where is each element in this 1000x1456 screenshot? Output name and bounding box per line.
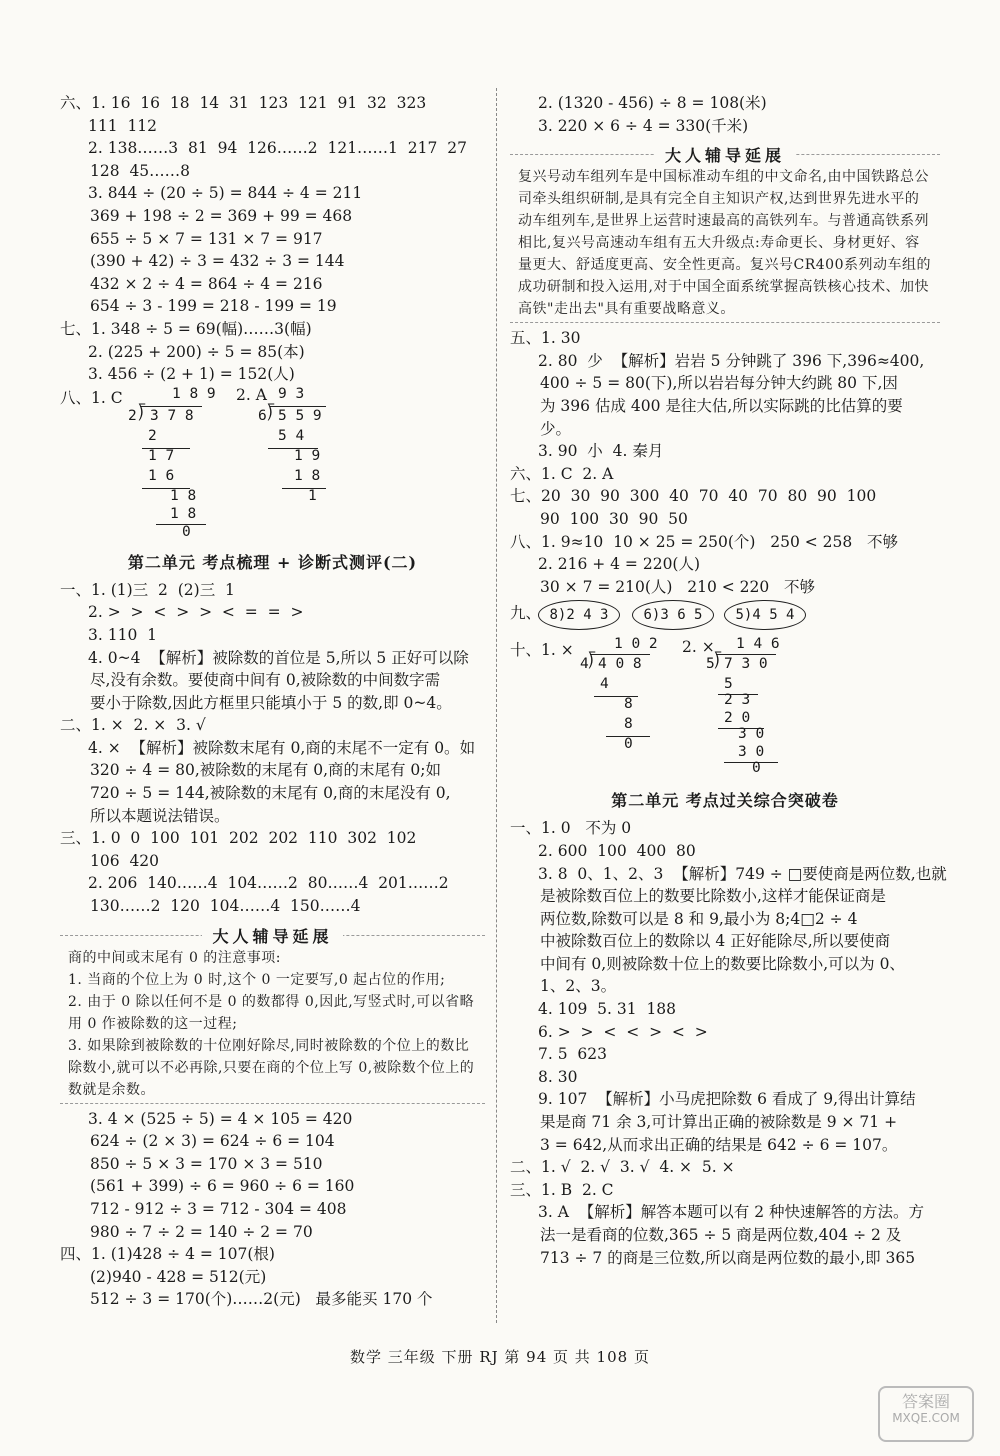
answer-line: (2)940 - 428 = 512(元) [90,1267,267,1286]
divisor: 4 [580,656,589,673]
answer-line: 712 - 912 ÷ 3 = 712 - 304 = 408 [90,1200,347,1218]
answer-line: 二、1. × 2. × 3. √ [60,716,206,735]
quotient: 9 3 [278,385,305,402]
answer-line: 320 ÷ 4 = 80,被除数的末尾有 0,商的末尾有 0;如 [90,761,442,780]
answer-line: 624 ÷ (2 × 3) = 624 ÷ 6 = 104 [90,1132,335,1151]
step: 4 [600,676,609,693]
step: 0 [624,736,633,753]
answer-line: 两位数,除数可以是 8 和 9,最小为 8;4□2 ÷ 4 [540,909,858,928]
answer-line: 6. > > < < > < > [538,1022,708,1041]
quotient: 1 8 9 [172,385,216,402]
answer-line: 一、1. (1)三 2 (2)三 1 [60,580,235,599]
answer-line: 106 420 [90,851,160,870]
answer-line: 8. 30 [538,1067,578,1086]
step: 1 8 [170,487,197,504]
step: 5 [724,676,733,693]
q8-2-label: 2. A [236,385,267,404]
answer-line: (561 + 399) ÷ 6 = 960 ÷ 6 = 160 [90,1177,355,1196]
tutor-extension-box-2 [510,143,940,323]
oval-division: 5)4 5 4 [724,600,806,630]
step: 2 0 [724,710,751,727]
answer-line: 是被除数百位上的数要比除数小,这样才能保证商是 [540,887,886,906]
answer-line: 128 45……8 [90,161,191,180]
watermark-logo [878,1386,974,1442]
answer-line: 3. 456 ÷ (2 + 1) = 152(人) [88,365,295,384]
oval-division: 8)2 4 3 [538,600,620,630]
answer-line: 3. 110 1 [88,625,158,644]
answer-line: 9. 107 【解析】小马虎把除数 6 看成了 9,得出计算结 [538,1090,916,1109]
watermark-text: 答案圈 [901,1392,950,1411]
step: 2 3 [724,692,751,709]
answer-line: 512 ÷ 3 = 170(个)……2(元) 最多能买 170 个 [90,1290,433,1309]
tutor-extension-box-1 [60,924,485,1104]
division-problem-10: 十、1. × 1 0 2 4 ⟌ 4 0 8 4 8 8 0 2. × 1 4 6 5 ⟌ 7 3 0 5 2 3 2 0 3 0 3 0 0 [510,636,780,777]
tutor-body [510,166,940,320]
answer-line: 1、2、3。 [540,977,617,996]
tutor-paragraph: 复兴号动车组列车是中国标准动车组的中文命名,由中国铁路总公司牵头组织研制,是具有完全自主知识产权,达到世界先进水平的动车组列车,是世界上运营时速最高的高铁列车。与普通高铁系列相比,复兴号高速动车组有五大升级点:寿命更长、身材更好、容量更大、舒适度更高、安全性更高。复兴号CR400系列动车组的成功研制和投入运用,对于中国全面系统掌握高铁核心技术、加快高铁"走出去"具有重要战略意义。 [518,169,931,318]
answer-line: 二、1. √ 2. √ 3. √ 4. × 5. × [510,1158,735,1177]
answer-line: 655 ÷ 5 × 7 = 131 × 7 = 917 [90,229,323,248]
answer-line: 130……2 120 104……4 150……4 [90,897,361,916]
left-column [60,92,485,1311]
step: 0 [752,760,761,777]
answer-line: 2. (1320 - 456) ÷ 8 = 108(米) [538,94,767,112]
q9-label: 九、 [510,604,542,623]
answer-line: 六、1. 16 16 18 14 31 123 121 91 32 323 [60,94,427,112]
answer-line: 3 = 642,从而求出正确的结果是 642 ÷ 6 = 107。 [540,1135,898,1154]
quotient: 1 0 2 [614,636,658,653]
answer-line: 2. 216 + 4 = 220(人) [538,555,701,574]
answer-line: 4. 109 5. 31 188 [538,1000,677,1019]
q8-label: 八、1. C [60,388,123,407]
step: 2 [148,427,157,444]
answer-line: 7. 5 623 [538,1045,608,1064]
answer-line: 2. 138……3 81 94 126……2 121……1 217 27 [88,139,467,158]
step: 0 [182,523,191,540]
divisor: 2 [128,407,137,424]
step: 1 [308,487,317,504]
step: 8 [624,696,633,713]
answer-line: 七、1. 348 ÷ 5 = 69(幅)……3(幅) [60,319,312,338]
step: 1 9 [294,447,321,464]
answer-line: 713 ÷ 7 的商是三位数,所以商是两位数的最小,即 365 [540,1248,916,1267]
q10-2-label: 2. × [682,638,715,657]
section-title-unit2-test: 第二单元 考点过关综合突破卷 [611,791,839,811]
tutor-paragraph: 商的中间或末尾有 0 的注意事项: [68,949,282,966]
answer-line: 六、1. C 2. A [510,464,614,483]
answer-line: 3. 220 × 6 ÷ 4 = 330(千米) [538,116,749,135]
answer-line: 369 + 198 ÷ 2 = 369 + 99 = 468 [90,206,353,225]
step: 1 8 [294,467,321,484]
answer-line: (390 + 42) ÷ 3 = 432 ÷ 3 = 144 [90,252,345,271]
answer-line: 五、1. 30 [510,329,581,348]
answer-line: 2. 600 100 400 80 [538,841,696,860]
step: 1 6 [148,467,175,484]
tutor-body [60,947,485,1101]
answer-line: 90 100 30 90 50 [540,509,688,528]
answer-line: 3. 4 × (525 ÷ 5) = 4 × 105 = 420 [88,1109,353,1128]
dividend: 7 3 0 [724,656,768,673]
step: 3 0 [738,726,765,743]
answer-line: 30 × 7 = 210(人) 210 < 220 不够 [540,577,816,596]
answer-line: 尽,没有余数。要使商中间有 0,被除数的中间数字需 [90,671,441,690]
section-title-unit2: 第二单元 考点梳理 + 诊断式测评(二) [127,552,418,572]
answer-line: 少。 [540,419,572,438]
answer-line: 4. 0~4 【解析】被除数的首位是 5,所以 5 正好可以除 [88,648,469,667]
answers-block-unit2-test [510,817,947,1269]
answer-line: 3. 844 ÷ (20 ÷ 5) = 844 ÷ 4 = 211 [88,184,363,203]
answer-line: 850 ÷ 5 × 3 = 170 × 3 = 510 [90,1154,323,1173]
division-problem-8: 八、1. C 1 8 9 2 ⟌ 3 7 8 2 1 7 1 6 1 8 1 8 0 2. A 9 3 6 ⟌ 5 5 9 5 4 1 9 1 8 1 [60,386,485,536]
answer-line: 654 ÷ 3 - 199 = 218 - 199 = 19 [90,297,337,316]
answer-line: 七、20 30 90 300 40 70 40 70 80 90 100 [510,487,877,506]
answer-line: 三、1. 0 0 100 101 202 202 110 302 102 [60,829,417,848]
tutor-paragraph: 1. 当商的个位上为 0 时,这个 0 一定要写,0 起占位的作用; [68,971,446,988]
answer-line: 一、1. 0 不为 0 [510,819,632,838]
answer-line: 720 ÷ 5 = 144,被除数的末尾有 0,商的末尾没有 0, [90,784,451,803]
step: 8 [624,716,633,733]
step: 3 0 [738,744,765,761]
watermark-url: MXQE.COM [892,1411,960,1425]
tutor-paragraph: 2. 由于 0 除以任何不是 0 的数都得 0,因此,写竖式时,可以省略用 0 作被除数的这一过程; [68,993,475,1032]
dividend: 3 7 8 [150,407,194,424]
answers-block-3-4 [60,1108,485,1311]
answer-line: 432 × 2 ÷ 4 = 864 ÷ 4 = 216 [90,274,323,293]
answer-line: 四、1. (1)428 ÷ 4 = 107(根) [60,1245,275,1264]
column-divider [496,88,497,1323]
quotient: 1 4 6 [736,636,780,653]
right-column [510,92,947,1269]
divisor: 6 [258,407,267,424]
answer-line: 为 396 估成 400 是往大估,所以实际跳的比估算的要 [540,396,903,415]
tutor-paragraph: 3. 如果除到被除数的十位刚好除尽,同时被除数的个位上的数比除数小,就可以不必再除,只要在商的个位上写 0,被除数个位上的数就是余数。 [68,1037,475,1098]
answer-line: 111 112 [88,116,158,135]
step: 1 8 [170,505,197,522]
answer-line: 4. × 【解析】被除数末尾有 0,商的末尾不一定有 0。如 [88,738,476,757]
answers-block-4-cont [510,92,940,137]
answer-line: 2. 80 少 【解析】岩岩 5 分钟跳了 396 下,396≈400, [538,351,925,370]
answer-line: 所以本题说法错误。 [90,806,230,825]
answer-line: 法一是看商的位数,365 ÷ 5 商是两位数,404 ÷ 2 及 [540,1226,902,1244]
oval-division: 6)3 6 5 [632,600,714,630]
answer-line: 3. 8 0、1、2、3 【解析】749 ÷ □要使商是两位数,也就 [538,864,947,883]
answer-line: 3. 90 小 4. 秦月 [538,442,664,461]
tutor-title: 大人辅导延展 [655,146,795,165]
answer-line: 要小于除数,因此方框里只能填小于 5 的数,即 0~4。 [90,693,452,712]
answers-block-unit2 [60,579,485,918]
answer-line: 果是商 71 余 3,可计算出正确的被除数是 9 × 71 + [540,1113,898,1132]
dividend: 5 5 9 [278,407,322,424]
answer-line: 中间有 0,则被除数十位上的数要比除数小,可以为 0、 [540,954,905,973]
answer-line: 中被除数百位上的数除以 4 正好能除尽,所以要使商 [540,932,891,951]
step: 1 7 [148,447,175,464]
tutor-title: 大人辅导延展 [202,927,342,946]
answers-block-6-7 [60,92,485,386]
answer-line: 3. A 【解析】解答本题可以有 2 种快速解答的方法。方 [538,1203,924,1222]
answer-line: 2. 206 140……4 104……2 80……4 201……2 [88,874,449,893]
answer-line: 八、1. 9≈10 10 × 25 = 250(个) 250 < 258 不够 [510,532,899,551]
answer-line: 400 ÷ 5 = 80(下),所以岩岩每分钟大约跳 80 下,因 [540,374,898,393]
answer-line: 2. (225 + 200) ÷ 5 = 85(本) [88,342,305,361]
step: 5 4 [278,427,305,444]
answer-line: 980 ÷ 7 ÷ 2 = 140 ÷ 2 = 70 [90,1222,313,1241]
divisor: 5 [706,656,715,673]
question-9-ovals [510,598,940,632]
answers-block-5-8 [510,327,940,598]
answer-line: 2. > > < > > < = = > [88,603,304,622]
page-footer: 数学 三年级 下册 RJ 第 94 页 共 108 页 [350,1348,650,1366]
dividend: 4 0 8 [598,656,642,673]
answer-line: 三、1. B 2. C [510,1180,614,1199]
q10-label: 十、1. × [510,641,574,660]
